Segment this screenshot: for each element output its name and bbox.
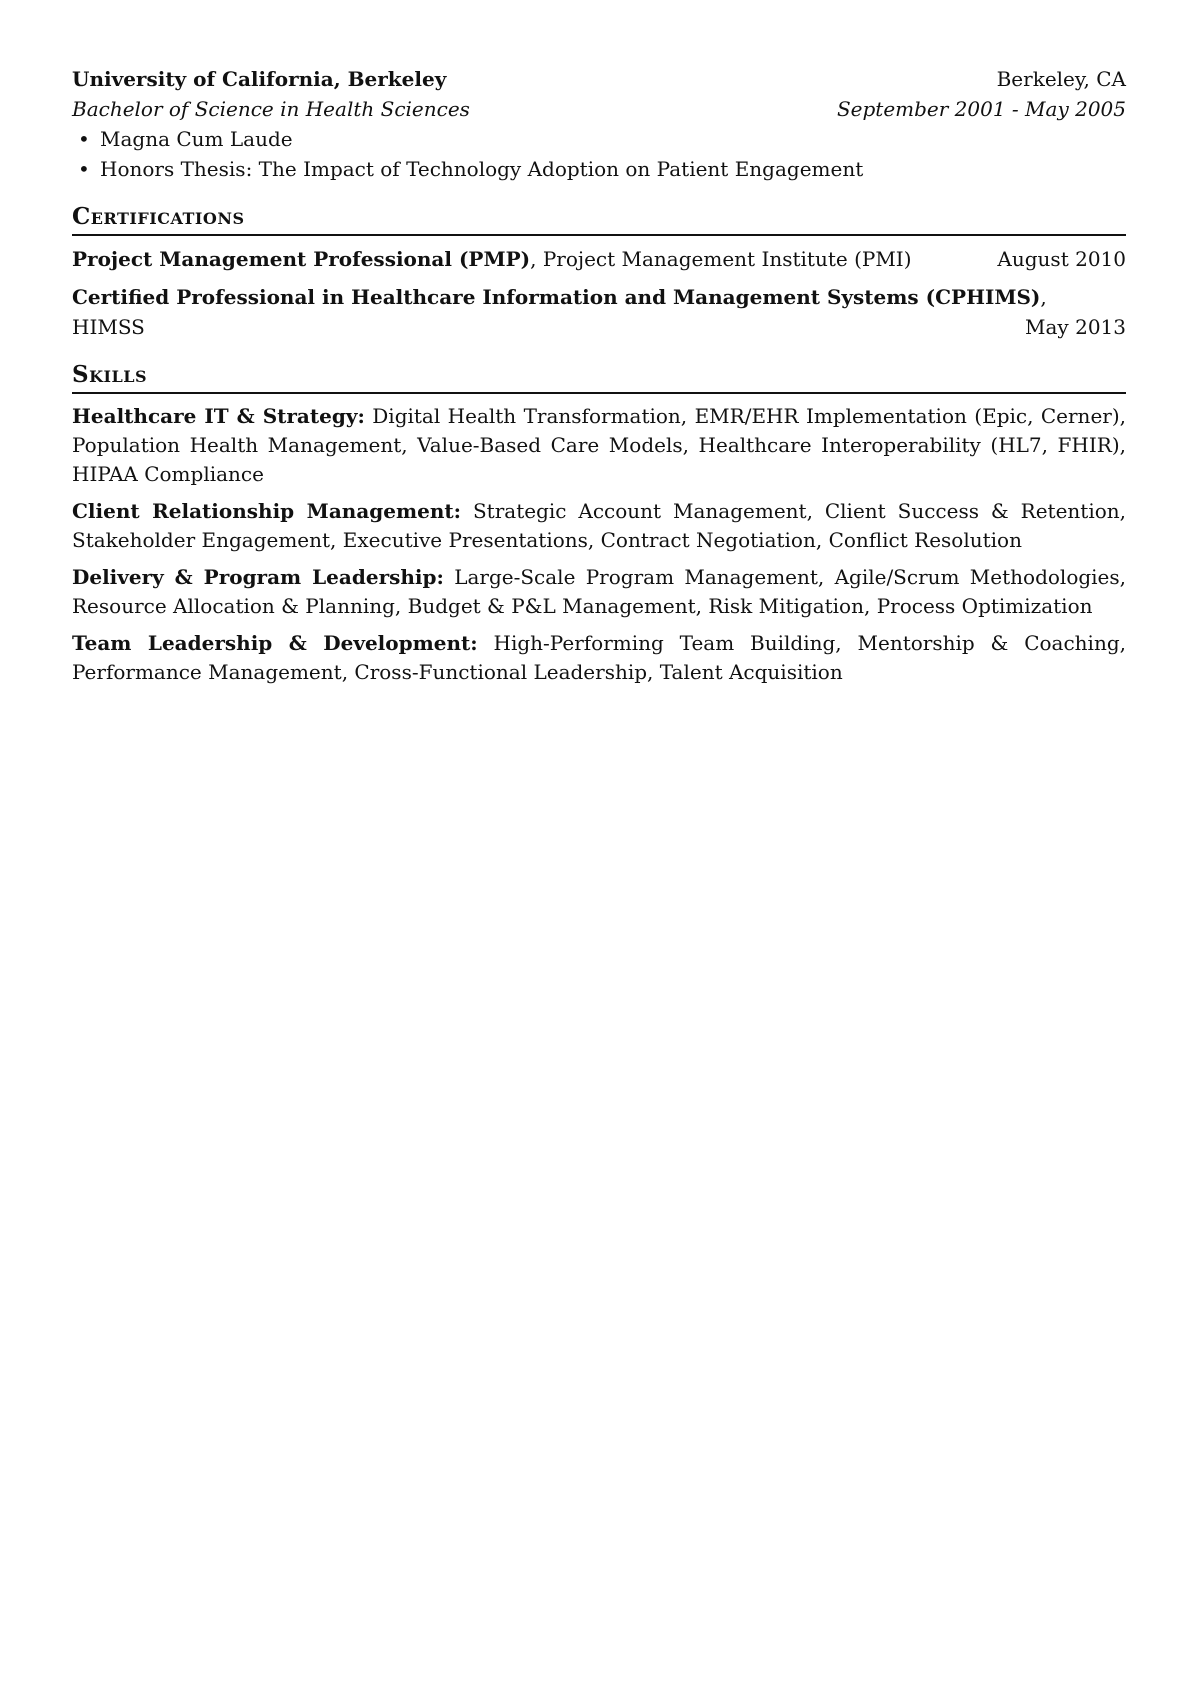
certification-text: [72, 244, 912, 274]
skill-label: Healthcare IT & Strategy:: [72, 404, 365, 428]
certification-date: May 2013: [1025, 315, 1126, 339]
skill-label: Delivery & Program Leadership:: [72, 565, 444, 589]
degree-title: Bachelor of Science in Health Sciences: [72, 97, 470, 121]
certification-name-line: [72, 282, 1126, 312]
certification-name-suffix: ,: [1040, 285, 1047, 309]
certification-item: [72, 244, 1126, 274]
certification-issuer: HIMSS: [72, 315, 145, 339]
skill-label: Client Relationship Management:: [72, 499, 462, 523]
skill-group: [72, 497, 1126, 555]
skill-text: Digital Health Transformation, EMR/EHR Implementation (Epic, Cerner), Population Health Management, Value-Based Care Models, Healthcare Interoperability (HL7, FHIR), HIPAA Compliance: [72, 404, 1126, 486]
education-bullet: • Magna Cum Laude: [72, 124, 1126, 154]
skills-heading: Skills: [72, 360, 1126, 394]
certifications-heading: Certifications: [72, 202, 1126, 236]
certification-date: August 2010: [997, 247, 1126, 271]
education-bullet: • Honors Thesis: The Impact of Technology Adoption on Patient Engagement: [72, 154, 1126, 184]
certification-name: Certified Professional in Healthcare Information and Management Systems (CPHIMS): [72, 285, 1041, 309]
certification-name: Project Management Professional (PMP): [72, 247, 531, 271]
education-entry: [72, 64, 1126, 184]
skill-group: [72, 402, 1126, 489]
institution-location: Berkeley, CA: [996, 67, 1126, 91]
education-header-row: [72, 64, 1126, 94]
certification-issuer-line: [72, 312, 1126, 342]
certification-issuer: , Project Management Institute (PMI): [530, 247, 912, 271]
resume-page: [72, 64, 1126, 695]
certification-item: [72, 282, 1126, 342]
institution-name: University of California, Berkeley: [72, 67, 447, 91]
skill-group: [72, 629, 1126, 687]
skill-text: Strategic Account Management, Client Success & Retention, Stakeholder Engagement, Executive Presentations, Contract Negotiation, Conflict Resolution: [72, 499, 1126, 552]
skill-text: Large-Scale Program Management, Agile/Scrum Methodologies, Resource Allocation & Planning, Budget & P&L Management, Risk Mitigation, Process Optimization: [72, 565, 1127, 618]
skill-text: High-Performing Team Building, Mentorship & Coaching, Performance Management, Cross-Functional Leadership, Talent Acquisition: [72, 631, 1126, 684]
education-bullets: [72, 124, 1126, 184]
degree-dates: September 2001 - May 2005: [836, 97, 1126, 121]
skill-label: Team Leadership & Development:: [72, 631, 478, 655]
skill-group: [72, 563, 1126, 621]
education-degree-row: [72, 94, 1126, 124]
